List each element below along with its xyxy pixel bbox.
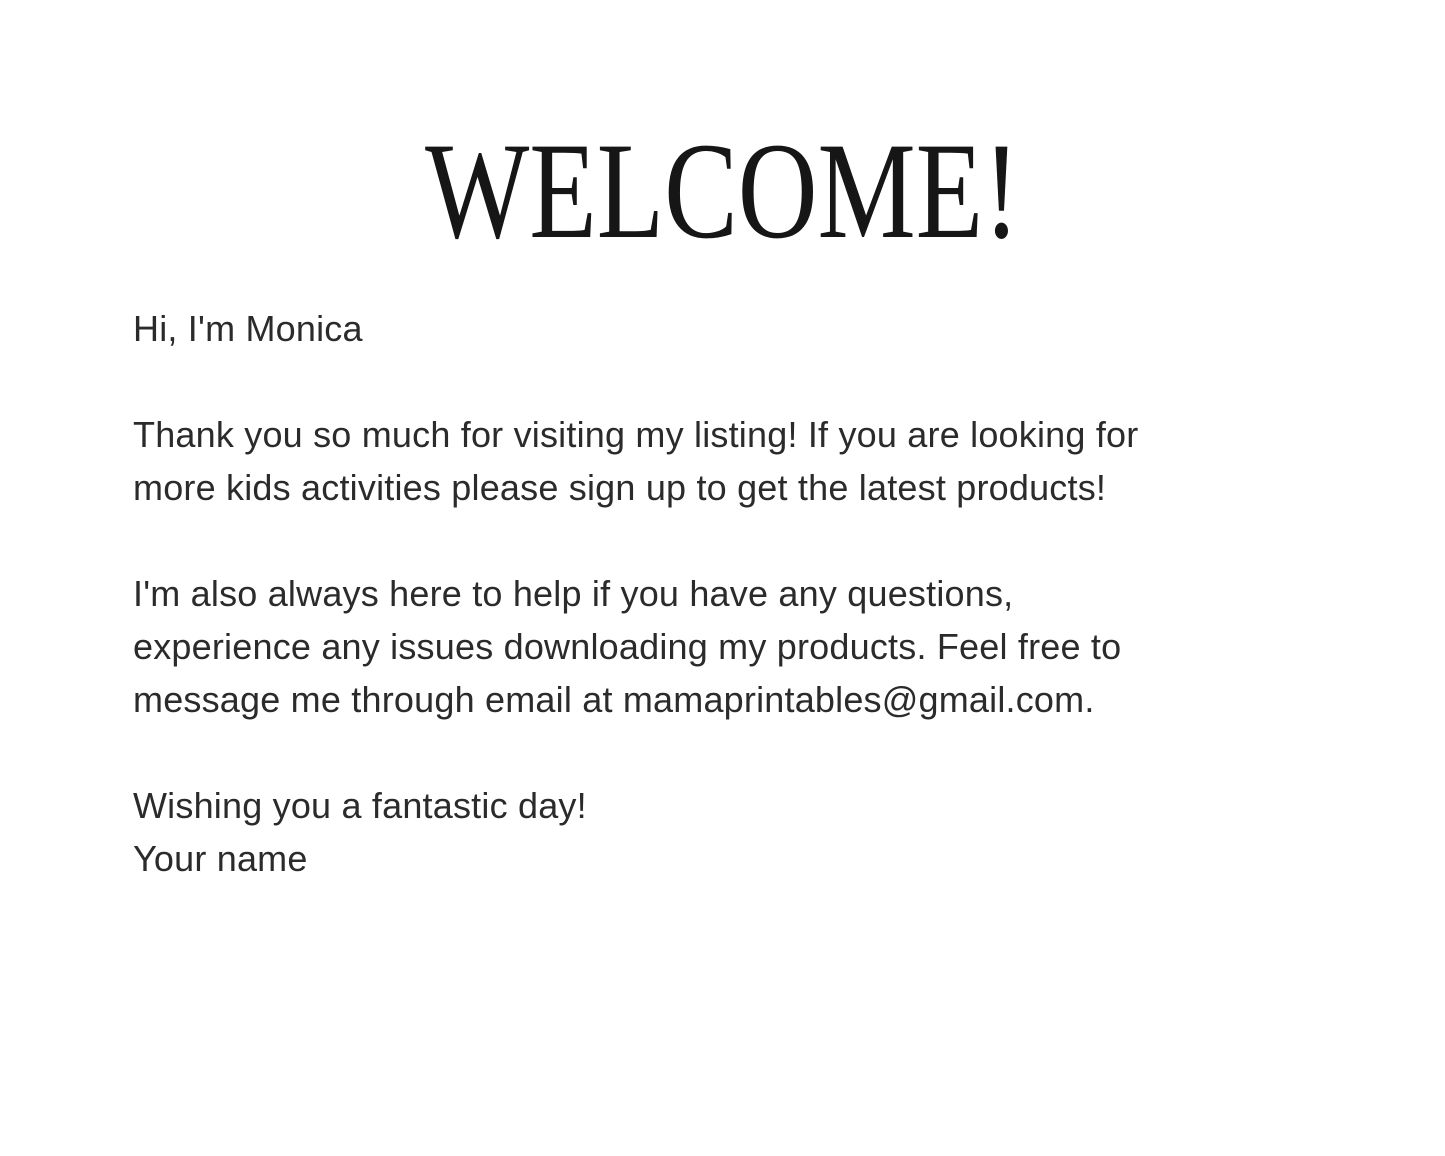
closing-paragraph [133, 779, 1325, 885]
signature-line: Your name [133, 838, 308, 879]
page-title: WELCOME! [425, 114, 1020, 267]
paragraph-line-email: message me through email at mamaprintables@gmail.com. [133, 679, 1095, 720]
greeting-line: Hi, I'm Monica [133, 308, 363, 349]
closing-line: Wishing you a fantastic day! [133, 785, 587, 826]
paragraph-line: experience any issues downloading my products. Feel free to [133, 626, 1122, 667]
thank-you-paragraph [133, 408, 1325, 514]
greeting-paragraph [133, 302, 1325, 355]
paragraph-line: more kids activities please sign up to get the latest products! [133, 467, 1107, 508]
paragraph-line: I'm also always here to help if you have any questions, [133, 573, 1014, 614]
support-paragraph [133, 567, 1325, 726]
body-text [133, 302, 1325, 885]
paragraph-line: Thank you so much for visiting my listing! If you are looking for [133, 414, 1139, 455]
